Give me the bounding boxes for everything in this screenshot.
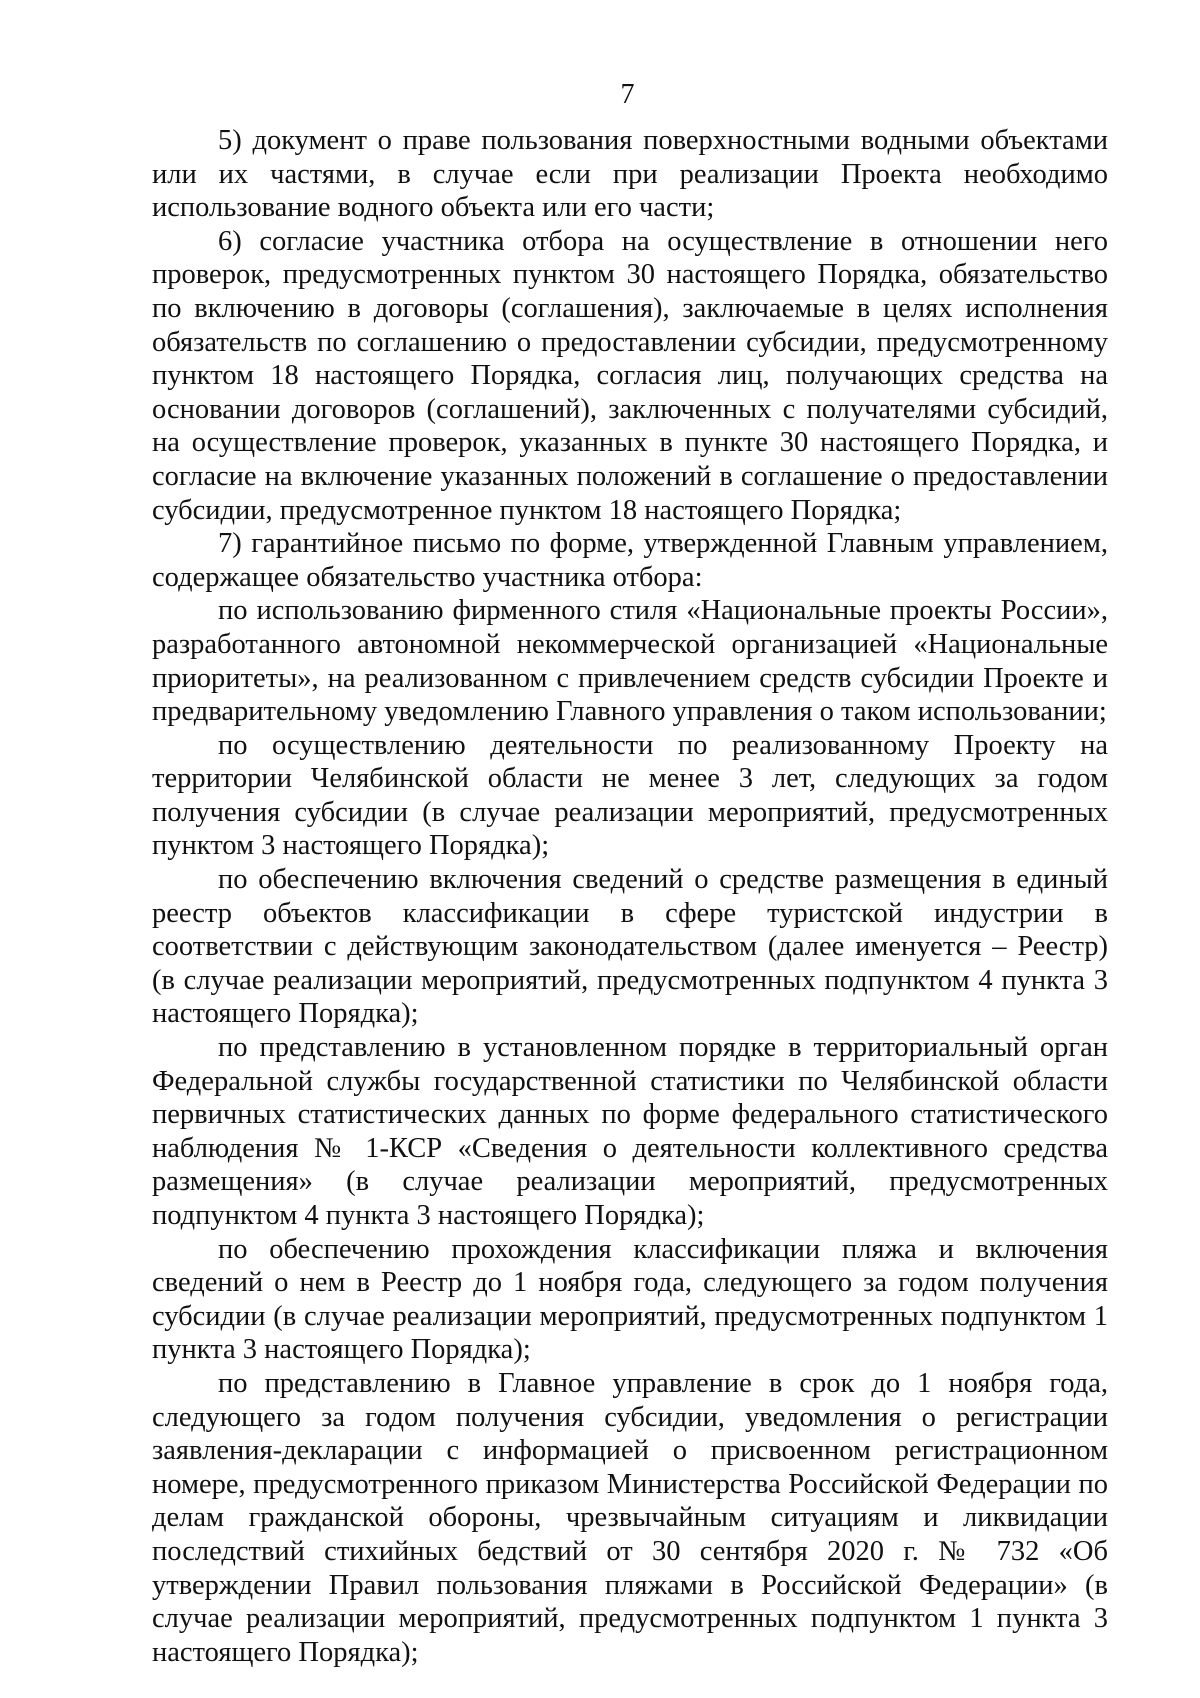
paragraph-project-activity: по осуществлению деятельности по реализованному Проекту на территории Челябинской области не менее 3 лет, следующих за годом получения субсидии (в случае реализации мероприятий, предусмотренных пунктом 3 настоящего Порядка); [152, 729, 1108, 862]
paragraph-corporate-style: по использованию фирменного стиля «Национальные проекты России», разработанного автономной некоммерческой организацией «Национальные приоритеты», на реализованном с привлечением средств субсидии Проекте и предварительному уведомлению Главного управления о таком использовании; [152, 595, 1108, 728]
paragraph-registry-inclusion: по обеспечению включения сведений о средстве размещения в единый реестр объектов классификации в сфере туристской индустрии в соответствии с действующим законодательством (далее именуется – Реестр) (в случае реализации мероприятий, предусмотренных подпунктом 4 пункта 3 настоящего Порядка); [152, 864, 1108, 1030]
paragraph-statistics-reporting: по представлению в установленном порядке в территориальный орган Федеральной службы государственной статистики по Челябинской области первичных статистических данных по форме федерального статистического наблюдения № 1-КСР «Сведения о деятельности коллективного средства размещения» (в случае реализации мероприятий, предусмотренных подпунктом 4 пункта 3 настоящего Порядка); [152, 1032, 1108, 1231]
document-body [152, 124, 1108, 1669]
paragraph-item-6: 6) согласие участника отбора на осуществление в отношении него проверок, предусмотренных пунктом 30 настоящего Порядка, обязательство по включению в договоры (соглашения), заключаемые в целях исполнения обязательств по соглашению о предоставлении субсидии, предусмотренному пунктом 18 настоящего Порядка, согласия лиц, получающих средства на основании договоров (соглашений), заключенных с получателями субсидий, на осуществление проверок, указанных в пункте 30 настоящего Порядка, и согласие на включение указанных положений в соглашение о предоставлении субсидии, предусмотренное пунктом 18 настоящего Порядка; [152, 225, 1108, 526]
paragraph-item-7: 7) гарантийное письмо по форме, утвержденной Главным управлением, содержащее обязательство участника отбора: [152, 528, 1108, 593]
paragraph-declaration-notice: по представлению в Главное управление в срок до 1 ноября года, следующего за годом получения субсидии, уведомления о регистрации заявления-декларации с информацией о присвоенном регистрационном номере, предусмотренного приказом Министерства Российской Федерации по делам гражданской обороны, чрезвычайным ситуациям и ликвидации последствий стихийных бедствий от 30 сентября 2020 г. № 732 «Об утверждении Правил пользования пляжами в Российской Федерации» (в случае реализации мероприятий, предусмотренных подпунктом 1 пункта 3 настоящего Порядка); [152, 1367, 1108, 1668]
paragraph-beach-classification: по обеспечению прохождения классификации пляжа и включения сведений о нем в Реестр до 1 ноября года, следующего за годом получения субсидии (в случае реализации мероприятий, предусмотренных подпунктом 1 пункта 3 настоящего Порядка); [152, 1233, 1108, 1366]
paragraph-item-5: 5) документ о праве пользования поверхностными водными объектами или их частями, в случае если при реализации Проекта необходимо использование водного объекта или его части; [152, 125, 1108, 224]
page-number: 7 [620, 79, 635, 110]
